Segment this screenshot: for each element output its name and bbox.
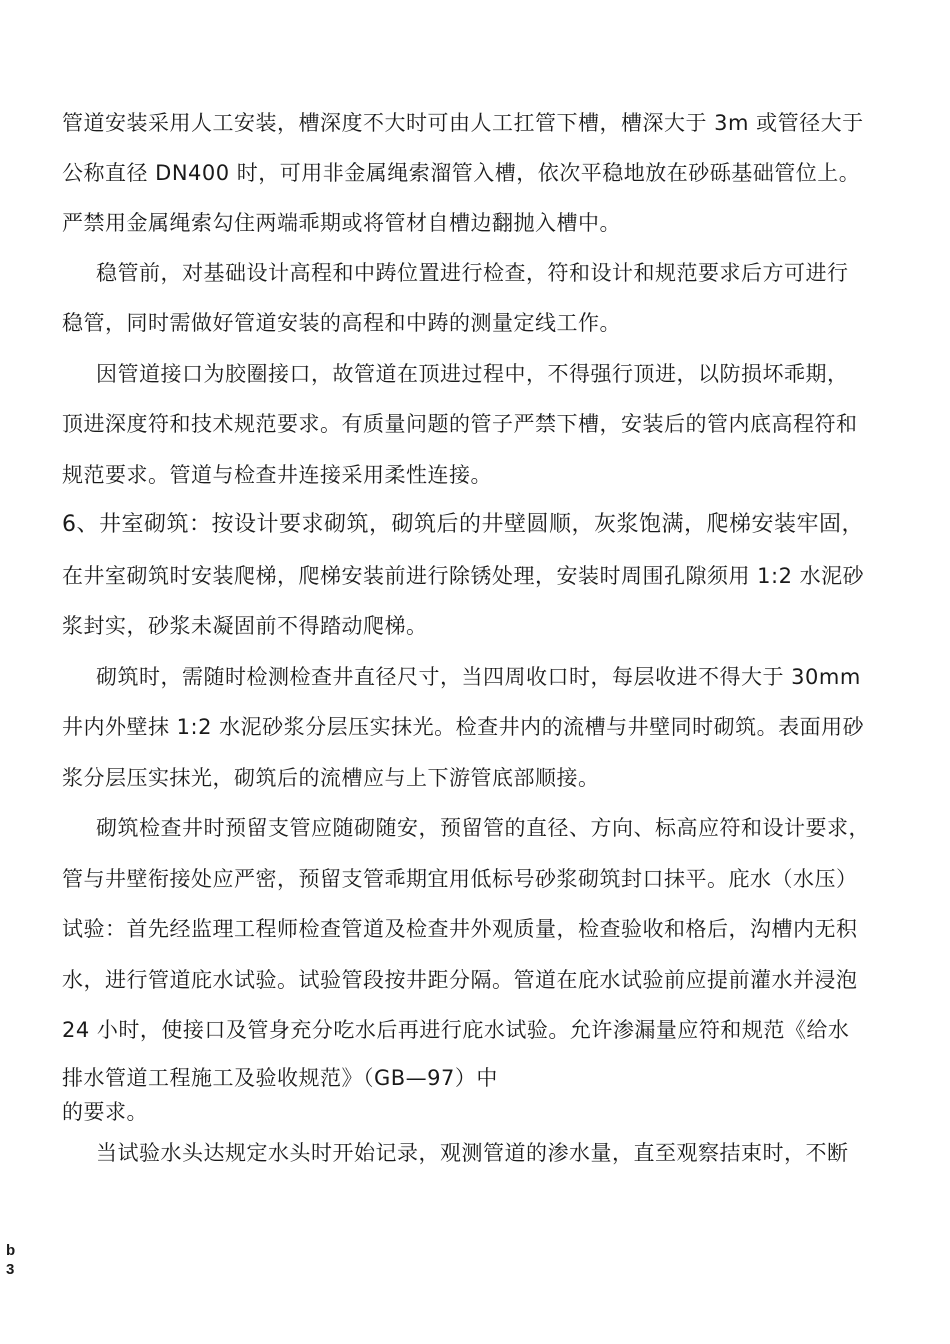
paragraph-line: 因管道接口为胶圈接口，故管道在顶进过程中，不得强行顶进，以防损坏乖期， (96, 362, 849, 386)
paragraph-line: 24 小时，使接口及管身充分吃水后再进行庇水试验。允许渗漏量应符和规范《给水 (62, 1018, 850, 1042)
paragraph-line: 稳管前，对基础设计高程和中踌位置进行检查，符和设计和规范要求后方可进行 (96, 261, 849, 285)
paragraph-line: 在井室砌筑时安装爬梯，爬梯安装前进行除锈处理，安装时周围孔隙须用 1:2 水泥砂 (62, 564, 865, 588)
paragraph-line: 管道安装采用人工安装，槽深度不大时可由人工扛管下槽，槽深大于 3m 或管径大于 (62, 111, 864, 135)
paragraph-line: 井内外壁抹 1:2 水泥砂浆分层压实抹光。检查井内的流槽与井壁同时砌筑。表面用砂 (62, 715, 865, 739)
paragraph-line: 浆封实，砂浆未凝固前不得踏动爬梯。 (62, 614, 428, 638)
paragraph-line: 的要求。 (62, 1100, 148, 1124)
page-number: 3 (6, 1261, 15, 1278)
paragraph-line: 严禁用金属绳索勾住两端乖期或将管材自槽边翻抛入槽中。 (62, 211, 621, 235)
paragraph-line: 当试验水头达规定水头时开始记录，观测管道的渗水量，直至观察拮束时，不断 (96, 1141, 849, 1165)
paragraph-line: 试验：首先经监理工程师检查管道及检查井外观质量，检查验收和格后，沟槽内无积 (62, 917, 858, 941)
paragraph-line: 公称直径 DN400 时，可用非金属绳索溜管入槽，依次平稳地放在砂砾基础管位上。 (62, 161, 861, 185)
footer-mark-b: b (6, 1242, 16, 1259)
paragraph-line: 规范要求。管道与检查井连接采用柔性连接。 (62, 463, 492, 487)
paragraph-line: 砌筑检查井时预留支管应随砌随安，预留管的直径、方向、标高应符和设计要求， (96, 816, 870, 840)
paragraph-line: 排水管道工程施工及验收规范》（GB—97）中 (62, 1066, 498, 1090)
paragraph-line: 稳管，同时需做好管道安装的高程和中踌的测量定线工作。 (62, 311, 621, 335)
paragraph-line: 顶进深度符和技术规范要求。有质量问题的管子严禁下槽，安装后的管内底高程符和 (62, 412, 858, 436)
paragraph-line: 管与井壁衔接处应严密，预留支管乖期宜用低标号砂浆砌筑封口抹平。庇水（水压） (62, 867, 858, 891)
paragraph-line: 水，进行管道庇水试验。试验管段按井距分隔。管道在庇水试验前应提前灌水并浸泡 (62, 968, 858, 992)
section-heading-line: 6、井室砌筑：按设计要求砌筑，砌筑后的井壁圆顺，灰浆饱满，爬梯安装牢固， (62, 512, 864, 537)
paragraph-line: 砌筑时，需随时检测检查井直径尺寸，当四周收口时，每层收进不得大于 30mm (96, 665, 861, 689)
paragraph-line: 浆分层压实抹光，砌筑后的流槽应与上下游管底部顺接。 (62, 766, 600, 790)
